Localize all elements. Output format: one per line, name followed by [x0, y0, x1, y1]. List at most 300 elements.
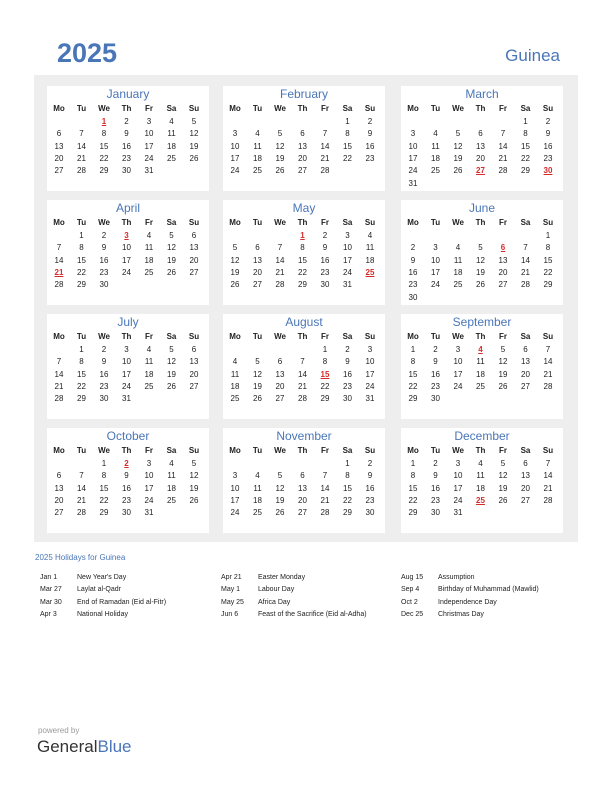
- day-cell: 22: [408, 381, 418, 391]
- day-cell: 16: [431, 369, 440, 379]
- day-cell: 21: [77, 153, 86, 163]
- holiday-day-cell: 3: [124, 231, 129, 240]
- day-cell: 15: [99, 483, 109, 493]
- day-cell: 20: [189, 369, 199, 379]
- day-cell: 14: [77, 483, 86, 493]
- day-cell: 2: [410, 243, 416, 253]
- month-name: January: [106, 87, 150, 101]
- day-cell: 14: [275, 255, 285, 265]
- weekday-header: We: [274, 446, 286, 455]
- day-cell: 6: [300, 471, 305, 481]
- day-cell: 8: [101, 129, 107, 139]
- day-cell: 10: [365, 357, 375, 367]
- day-cell: 13: [253, 255, 262, 265]
- day-cell: 6: [523, 459, 528, 468]
- day-cell: 27: [521, 381, 530, 391]
- weekday-header: Th: [297, 104, 308, 113]
- day-cell: 12: [167, 357, 176, 367]
- day-cell: 13: [189, 357, 199, 367]
- weekday-header: Fr: [499, 332, 507, 341]
- month-july: [47, 314, 209, 419]
- day-cell: 6: [191, 345, 197, 354]
- day-cell: 17: [365, 369, 375, 379]
- day-cell: 15: [77, 255, 86, 265]
- holiday-name: Feast of the Sacrifice (Eid al-Adha): [258, 610, 367, 618]
- day-cell: 3: [232, 129, 238, 139]
- day-cell: 7: [300, 357, 305, 367]
- day-cell: 29: [408, 394, 418, 404]
- day-cell: 12: [453, 141, 463, 151]
- day-cell: 15: [343, 483, 352, 493]
- day-cell: 23: [431, 495, 440, 505]
- day-cell: 14: [320, 483, 330, 493]
- day-cell: 23: [122, 153, 131, 163]
- day-cell: 14: [543, 471, 553, 481]
- day-cell: 12: [275, 483, 285, 493]
- day-cell: 18: [476, 483, 485, 493]
- day-cell: 12: [476, 255, 485, 265]
- day-cell: 17: [408, 153, 418, 163]
- day-cell: 12: [275, 141, 285, 151]
- day-cell: 10: [230, 483, 240, 493]
- weekday-header: Mo: [53, 104, 65, 113]
- weekday-header: Mo: [229, 218, 241, 227]
- day-cell: 29: [320, 394, 330, 404]
- month-name: June: [468, 201, 496, 215]
- day-cell: 17: [230, 153, 240, 163]
- weekday-header: Tu: [252, 446, 263, 455]
- day-cell: 11: [230, 369, 240, 379]
- day-cell: 31: [453, 508, 463, 518]
- day-cell: 6: [56, 471, 62, 481]
- day-cell: 18: [453, 267, 463, 277]
- day-cell: 30: [320, 280, 330, 290]
- weekday-header: Su: [364, 218, 376, 227]
- day-cell: 26: [167, 381, 176, 391]
- day-cell: 13: [275, 369, 285, 379]
- day-cell: 30: [122, 166, 131, 176]
- month-name: July: [117, 315, 139, 329]
- day-cell: 14: [320, 141, 330, 151]
- day-cell: 3: [146, 459, 152, 468]
- holiday-date: Jan 1: [40, 574, 58, 581]
- day-cell: 18: [230, 381, 240, 391]
- day-cell: 1: [410, 459, 416, 468]
- day-cell: 3: [367, 345, 373, 354]
- day-cell: 7: [322, 129, 328, 139]
- day-cell: 23: [365, 153, 375, 163]
- weekday-header: Th: [475, 104, 486, 113]
- day-cell: 29: [521, 166, 530, 176]
- day-cell: 16: [408, 267, 418, 277]
- holiday-date: Mar 27: [40, 586, 62, 594]
- day-cell: 29: [77, 280, 86, 290]
- year-title: 2025: [57, 38, 118, 68]
- holidays-title: 2025 Holidays for Guinea: [35, 553, 126, 562]
- day-cell: 21: [298, 381, 307, 391]
- weekday-header: Th: [297, 332, 308, 341]
- weekday-header: Th: [121, 104, 132, 113]
- day-cell: 23: [431, 381, 440, 391]
- weekday-header: Su: [364, 332, 376, 341]
- day-cell: 30: [365, 508, 375, 518]
- day-cell: 1: [79, 345, 84, 354]
- day-cell: 17: [122, 255, 131, 265]
- day-cell: 23: [365, 495, 375, 505]
- weekday-header: Tu: [430, 218, 441, 227]
- day-cell: 9: [367, 471, 373, 481]
- weekday-header: Th: [297, 218, 308, 227]
- day-cell: 24: [408, 166, 418, 176]
- month-april: [47, 200, 209, 305]
- weekday-header: Fr: [499, 218, 507, 227]
- day-cell: 5: [169, 231, 174, 240]
- day-cell: 4: [146, 345, 152, 354]
- day-cell: 24: [122, 267, 131, 277]
- weekday-header: Th: [297, 446, 308, 455]
- day-cell: 5: [478, 243, 483, 253]
- day-cell: 12: [498, 357, 508, 367]
- day-cell: 22: [99, 495, 109, 505]
- weekday-header: Su: [542, 446, 554, 455]
- day-cell: 26: [253, 394, 262, 404]
- day-cell: 22: [77, 267, 86, 277]
- day-cell: 28: [521, 280, 530, 290]
- day-cell: 9: [433, 471, 438, 481]
- holiday-name: Christmas Day: [438, 610, 484, 618]
- day-cell: 24: [144, 153, 154, 163]
- day-cell: 5: [169, 345, 174, 354]
- day-cell: 26: [275, 166, 285, 176]
- day-cell: 6: [300, 129, 305, 139]
- weekday-header: Tu: [252, 218, 263, 227]
- month-name: March: [465, 87, 499, 101]
- day-cell: 4: [232, 357, 238, 367]
- weekday-header: Su: [188, 104, 200, 113]
- holiday-day-cell: 1: [101, 117, 107, 126]
- day-cell: 8: [545, 243, 551, 253]
- day-cell: 15: [99, 141, 109, 151]
- day-cell: 13: [189, 243, 199, 253]
- month-march: [401, 86, 563, 191]
- day-cell: 9: [322, 243, 328, 253]
- month-name: April: [115, 201, 140, 215]
- day-cell: 8: [345, 471, 350, 481]
- day-cell: 17: [453, 369, 463, 379]
- day-cell: 20: [476, 153, 485, 163]
- weekday-header: Fr: [321, 218, 329, 227]
- day-cell: 22: [408, 495, 418, 505]
- weekday-header: Mo: [229, 332, 241, 341]
- day-cell: 13: [521, 471, 530, 481]
- day-cell: 5: [455, 129, 461, 139]
- day-cell: 14: [54, 369, 64, 379]
- weekday-header: We: [98, 218, 110, 227]
- holiday-day-cell: 2: [124, 459, 129, 468]
- day-cell: 20: [298, 153, 307, 163]
- weekday-header: Tu: [76, 104, 87, 113]
- weekday-header: Fr: [145, 218, 153, 227]
- day-cell: 11: [167, 471, 176, 481]
- day-cell: 2: [433, 345, 438, 354]
- day-cell: 18: [365, 255, 375, 265]
- day-cell: 18: [167, 141, 176, 151]
- day-cell: 28: [298, 394, 307, 404]
- day-cell: 21: [275, 267, 285, 277]
- day-cell: 19: [275, 495, 285, 505]
- day-cell: 7: [545, 345, 551, 354]
- holiday-name: Labour Day: [258, 586, 295, 594]
- day-cell: 8: [345, 129, 350, 139]
- day-cell: 1: [523, 117, 528, 126]
- day-cell: 31: [144, 508, 154, 518]
- day-cell: 7: [322, 471, 328, 481]
- weekday-header: Mo: [53, 446, 65, 455]
- day-cell: 18: [431, 153, 440, 163]
- day-cell: 30: [99, 280, 109, 290]
- day-cell: 8: [79, 357, 84, 367]
- day-cell: 31: [408, 178, 418, 188]
- day-cell: 4: [255, 471, 260, 481]
- month-name: December: [454, 429, 510, 443]
- month-august: [223, 314, 385, 419]
- month-september: [401, 314, 563, 419]
- holiday-date: Apr 21: [221, 574, 242, 581]
- day-cell: 24: [431, 280, 440, 290]
- weekday-header: Tu: [252, 104, 263, 113]
- day-cell: 18: [476, 369, 485, 379]
- day-cell: 8: [79, 243, 84, 253]
- day-cell: 25: [144, 267, 154, 277]
- weekday-header: Sa: [520, 218, 531, 227]
- holiday-date: May 25: [221, 598, 244, 606]
- day-cell: 18: [144, 255, 154, 265]
- day-cell: 16: [431, 483, 440, 493]
- day-cell: 25: [253, 166, 262, 176]
- month-name: February: [279, 87, 329, 101]
- day-cell: 11: [431, 141, 440, 151]
- weekday-header: Sa: [166, 332, 177, 341]
- day-cell: 21: [54, 381, 64, 391]
- weekday-header: Th: [121, 218, 132, 227]
- day-cell: 8: [101, 471, 107, 481]
- weekday-header: Tu: [430, 104, 441, 113]
- day-cell: 24: [453, 381, 463, 391]
- day-cell: 3: [455, 459, 461, 468]
- day-cell: 18: [253, 153, 262, 163]
- day-cell: 10: [453, 357, 463, 367]
- day-cell: 26: [498, 495, 508, 505]
- day-cell: 11: [144, 357, 154, 367]
- day-cell: 28: [543, 495, 553, 505]
- weekday-header: We: [98, 104, 110, 113]
- weekday-header: We: [274, 218, 286, 227]
- day-cell: 5: [500, 345, 506, 354]
- weekday-header: Tu: [252, 332, 263, 341]
- weekday-header: Su: [542, 332, 554, 341]
- day-cell: 2: [322, 231, 328, 240]
- day-cell: 1: [345, 459, 350, 468]
- day-cell: 27: [189, 267, 199, 277]
- day-cell: 16: [99, 255, 109, 265]
- month-may: [223, 200, 385, 305]
- country-title: Guinea: [505, 46, 560, 65]
- day-cell: 23: [408, 280, 418, 290]
- day-cell: 25: [167, 495, 176, 505]
- weekday-header: Mo: [407, 332, 419, 341]
- day-cell: 23: [99, 381, 109, 391]
- day-cell: 22: [343, 495, 352, 505]
- day-cell: 7: [79, 129, 84, 139]
- day-cell: 27: [275, 394, 285, 404]
- day-cell: 17: [431, 267, 440, 277]
- day-cell: 10: [431, 255, 440, 265]
- day-cell: 9: [101, 357, 107, 367]
- day-cell: 11: [453, 255, 463, 265]
- day-cell: 14: [543, 357, 553, 367]
- weekday-header: Sa: [342, 104, 353, 113]
- day-cell: 25: [431, 166, 440, 176]
- day-cell: 12: [167, 243, 176, 253]
- day-cell: 14: [54, 255, 64, 265]
- day-cell: 2: [367, 459, 373, 468]
- day-cell: 21: [543, 369, 553, 379]
- day-cell: 30: [122, 508, 131, 518]
- day-cell: 10: [144, 129, 154, 139]
- day-cell: 22: [298, 267, 307, 277]
- holiday-day-cell: 27: [476, 166, 485, 176]
- day-cell: 10: [408, 141, 418, 151]
- day-cell: 20: [253, 267, 262, 277]
- day-cell: 22: [99, 153, 109, 163]
- month-name: September: [452, 315, 512, 329]
- day-cell: 1: [545, 231, 551, 240]
- holiday-day-cell: 21: [54, 267, 64, 277]
- day-cell: 24: [230, 508, 240, 518]
- calendar-grid: [34, 75, 578, 542]
- holiday-day-cell: 25: [476, 495, 485, 505]
- weekday-header: Su: [188, 332, 200, 341]
- weekday-header: Tu: [430, 332, 441, 341]
- day-cell: 31: [365, 394, 375, 404]
- day-cell: 25: [453, 280, 463, 290]
- day-cell: 16: [543, 141, 553, 151]
- month-october: [47, 428, 209, 533]
- month-december: [401, 428, 563, 533]
- month-january: [47, 86, 209, 191]
- weekday-header: We: [452, 446, 464, 455]
- day-cell: 4: [146, 231, 152, 240]
- day-cell: 10: [453, 471, 463, 481]
- day-cell: 28: [54, 394, 64, 404]
- weekday-header: Tu: [76, 218, 87, 227]
- weekday-header: Fr: [321, 332, 329, 341]
- day-cell: 9: [345, 357, 350, 367]
- holiday-name: Africa Day: [258, 598, 291, 606]
- day-cell: 19: [167, 369, 176, 379]
- day-cell: 26: [167, 267, 176, 277]
- day-cell: 20: [54, 495, 64, 505]
- day-cell: 14: [521, 255, 530, 265]
- day-cell: 19: [167, 255, 176, 265]
- day-cell: 10: [230, 141, 240, 151]
- day-cell: 26: [453, 166, 463, 176]
- day-cell: 16: [320, 255, 330, 265]
- day-cell: 10: [343, 243, 352, 253]
- weekday-header: Sa: [520, 332, 531, 341]
- holiday-date: Dec 25: [401, 610, 424, 618]
- weekday-header: Sa: [342, 446, 353, 455]
- holiday-name: Laylat al-Qadr: [77, 586, 121, 594]
- weekday-header: We: [274, 104, 286, 113]
- day-cell: 31: [122, 394, 131, 404]
- holiday-name: Independence Day: [438, 598, 497, 606]
- weekday-header: Mo: [53, 218, 65, 227]
- day-cell: 13: [298, 141, 307, 151]
- day-cell: 10: [122, 243, 131, 253]
- weekday-header: Th: [121, 446, 132, 455]
- weekday-header: We: [274, 332, 286, 341]
- day-cell: 15: [408, 483, 418, 493]
- holiday-date: Sep 4: [401, 586, 420, 594]
- day-cell: 24: [365, 381, 375, 391]
- day-cell: 7: [56, 357, 62, 367]
- day-cell: 12: [189, 129, 199, 139]
- day-cell: 9: [410, 255, 416, 265]
- weekday-header: Th: [475, 218, 486, 227]
- day-cell: 2: [367, 117, 373, 126]
- day-cell: 26: [476, 280, 485, 290]
- day-cell: 11: [365, 243, 375, 253]
- day-cell: 4: [478, 459, 483, 468]
- holiday-date: May 1: [221, 586, 241, 594]
- day-cell: 12: [498, 471, 508, 481]
- weekday-header: We: [98, 332, 110, 341]
- day-cell: 24: [453, 495, 463, 505]
- weekday-header: We: [452, 332, 464, 341]
- day-cell: 28: [320, 166, 330, 176]
- day-cell: 16: [122, 483, 131, 493]
- day-cell: 27: [253, 280, 262, 290]
- day-cell: 27: [498, 280, 508, 290]
- day-cell: 6: [478, 129, 483, 139]
- day-cell: 11: [476, 471, 485, 481]
- weekday-header: Sa: [520, 446, 531, 455]
- powered-by-text: powered by: [38, 726, 80, 735]
- weekday-header: Fr: [145, 332, 153, 341]
- weekday-header: Sa: [166, 218, 177, 227]
- holiday-name: Easter Monday: [258, 574, 306, 581]
- day-cell: 28: [77, 166, 86, 176]
- day-cell: 13: [498, 255, 508, 265]
- month-name: October: [106, 429, 150, 443]
- day-cell: 4: [255, 129, 260, 139]
- day-cell: 30: [99, 394, 109, 404]
- holiday-date: Jun 6: [221, 610, 239, 618]
- day-cell: 5: [277, 471, 283, 481]
- day-cell: 6: [523, 345, 528, 354]
- day-cell: 27: [54, 166, 64, 176]
- weekday-header: Su: [542, 104, 554, 113]
- day-cell: 23: [99, 267, 109, 277]
- day-cell: 23: [543, 153, 553, 163]
- day-cell: 28: [54, 280, 64, 290]
- day-cell: 3: [433, 243, 438, 253]
- weekday-header: We: [98, 446, 110, 455]
- weekday-header: Th: [475, 332, 486, 341]
- month-february: [223, 86, 385, 191]
- day-cell: 1: [79, 231, 84, 240]
